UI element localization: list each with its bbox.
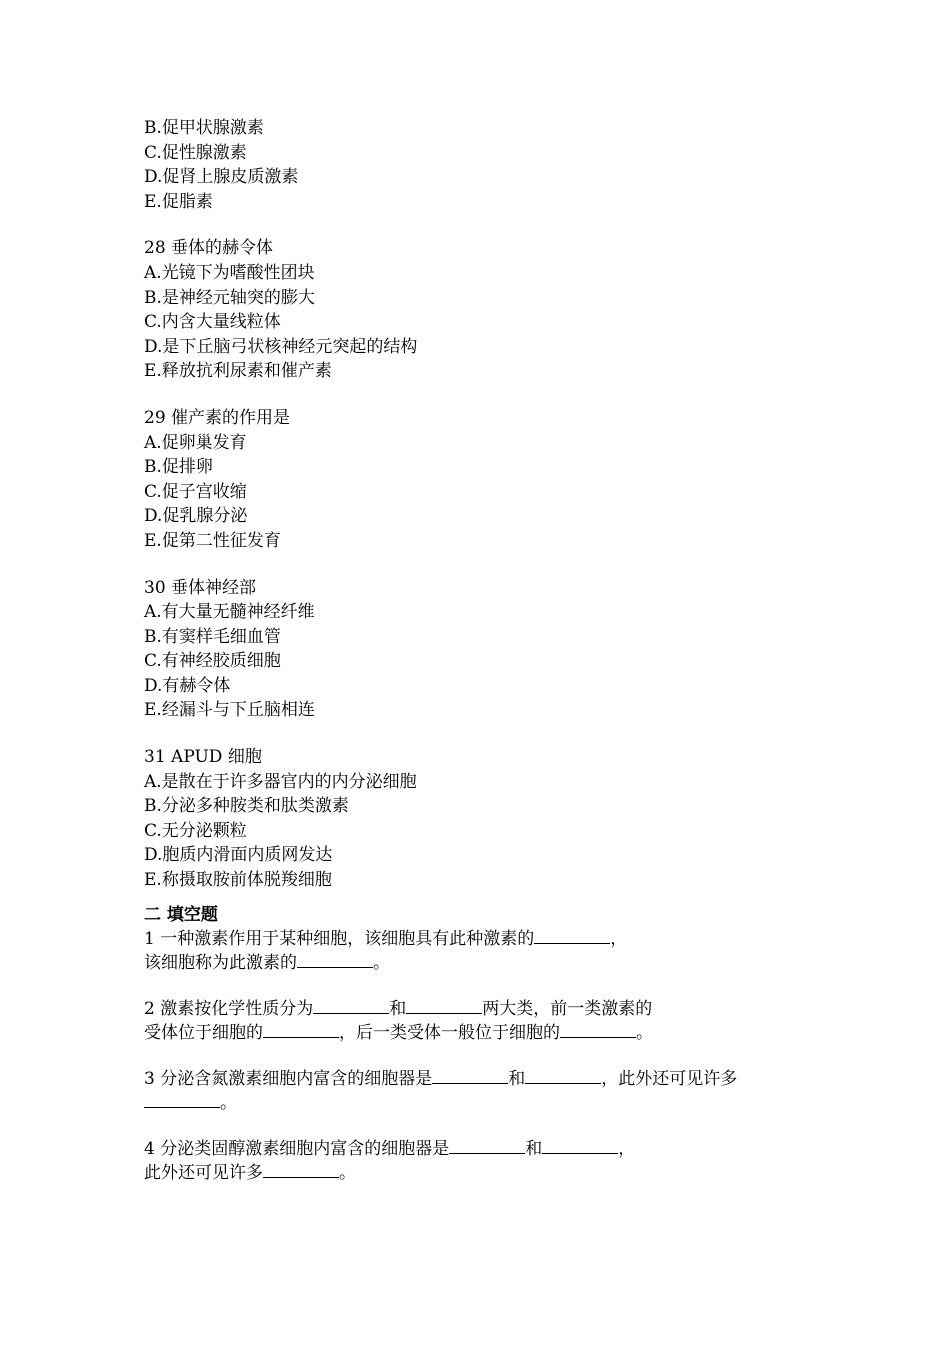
option-b: B.促甲状腺激素 (144, 118, 264, 138)
question-text: 和 (525, 1139, 543, 1160)
answer-blank[interactable] (542, 1138, 618, 1154)
question-text: 2 激素按化学性质分为 (144, 999, 314, 1020)
answer-blank[interactable] (144, 1092, 220, 1108)
answer-blank[interactable] (449, 1138, 525, 1154)
fill-question-4 (144, 1137, 844, 1185)
question-text: 。 (339, 1163, 356, 1184)
option-e: E.称摄取胺前体脱羧细胞 (144, 870, 332, 891)
answer-blank[interactable] (560, 1022, 636, 1038)
option-d: D.促乳腺分泌 (144, 506, 248, 527)
answer-blank[interactable] (534, 928, 610, 944)
option-d: D.胞质内滑面内质网发达 (144, 845, 333, 866)
option-e: E.经漏斗与下丘脑相连 (144, 700, 315, 721)
question-stem: 30 垂体神经部 (144, 577, 257, 598)
question-text: 3 分泌含氮激素细胞内富含的细胞器是 (144, 1069, 433, 1090)
question-text: ，此外还可见许多 (601, 1069, 738, 1090)
question-text: 此外还可见许多 (144, 1163, 263, 1184)
question-stem: 28 垂体的赫令体 (144, 238, 274, 259)
option-b: B.是神经元轴突的膨大 (144, 287, 315, 308)
document-page (144, 116, 844, 1185)
answer-blank[interactable] (432, 1068, 508, 1084)
option-b: B.促排卵 (144, 457, 213, 478)
question-text: 。 (220, 1093, 237, 1114)
fill-question-1 (144, 927, 844, 975)
question-30 (144, 576, 844, 724)
question-27-options (144, 116, 844, 214)
option-a: A.促卵巢发育 (144, 432, 247, 453)
question-text: ，后一类受体一般位于细胞的 (339, 1023, 560, 1044)
option-b: B.有窦样毛细血管 (144, 626, 281, 647)
answer-blank[interactable] (406, 998, 482, 1014)
question-text: 两大类，前一类激素的 (482, 999, 653, 1020)
question-stem: 31 APUD 细胞 (144, 747, 262, 768)
question-text: 1 一种激素作用于某种细胞，该细胞具有此种激素的 (144, 929, 535, 950)
option-a: A.光镜下为嗜酸性团块 (144, 262, 315, 283)
option-a: A.有大量无髓神经纤维 (144, 602, 315, 623)
option-c: C.内含大量线粒体 (144, 312, 281, 333)
question-text: ， (610, 929, 628, 950)
question-text: 和 (389, 999, 407, 1020)
question-28 (144, 236, 844, 384)
question-text: 和 (508, 1069, 526, 1090)
fill-in-section (144, 903, 844, 1186)
option-d: D.促肾上腺皮质激素 (144, 167, 299, 188)
question-text: 4 分泌类固醇激素细胞内富含的细胞器是 (144, 1139, 450, 1160)
answer-blank[interactable] (297, 952, 373, 968)
option-c: C.促性腺激素 (144, 142, 247, 163)
fill-question-2 (144, 997, 844, 1045)
answer-blank[interactable] (313, 998, 389, 1014)
answer-blank[interactable] (525, 1068, 601, 1084)
question-31 (144, 745, 844, 893)
fill-question-3 (144, 1067, 844, 1115)
option-e: E.促第二性征发育 (144, 530, 281, 551)
question-text: 。 (636, 1023, 653, 1044)
option-c: C.有神经胶质细胞 (144, 651, 281, 672)
question-stem: 29 催产素的作用是 (144, 407, 291, 428)
question-text: 。 (373, 953, 390, 974)
option-c: C.促子宫收缩 (144, 481, 247, 502)
question-text: 该细胞称为此激素的 (144, 953, 297, 974)
option-d: D.是下丘脑弓状核神经元突起的结构 (144, 336, 418, 357)
option-e: E.促脂素 (144, 191, 213, 212)
option-b: B.分泌多种胺类和肽类激素 (144, 796, 349, 817)
question-text: ， (618, 1139, 636, 1160)
section-heading: 二 填空题 (144, 904, 218, 925)
option-e: E.释放抗利尿素和催产素 (144, 361, 332, 382)
option-d: D.有赫令体 (144, 675, 231, 696)
answer-blank[interactable] (263, 1162, 339, 1178)
question-text: 受体位于细胞的 (144, 1023, 263, 1044)
option-a: A.是散在于许多器官内的内分泌细胞 (144, 771, 417, 792)
option-c: C.无分泌颗粒 (144, 820, 247, 841)
question-29 (144, 406, 844, 554)
answer-blank[interactable] (263, 1022, 339, 1038)
